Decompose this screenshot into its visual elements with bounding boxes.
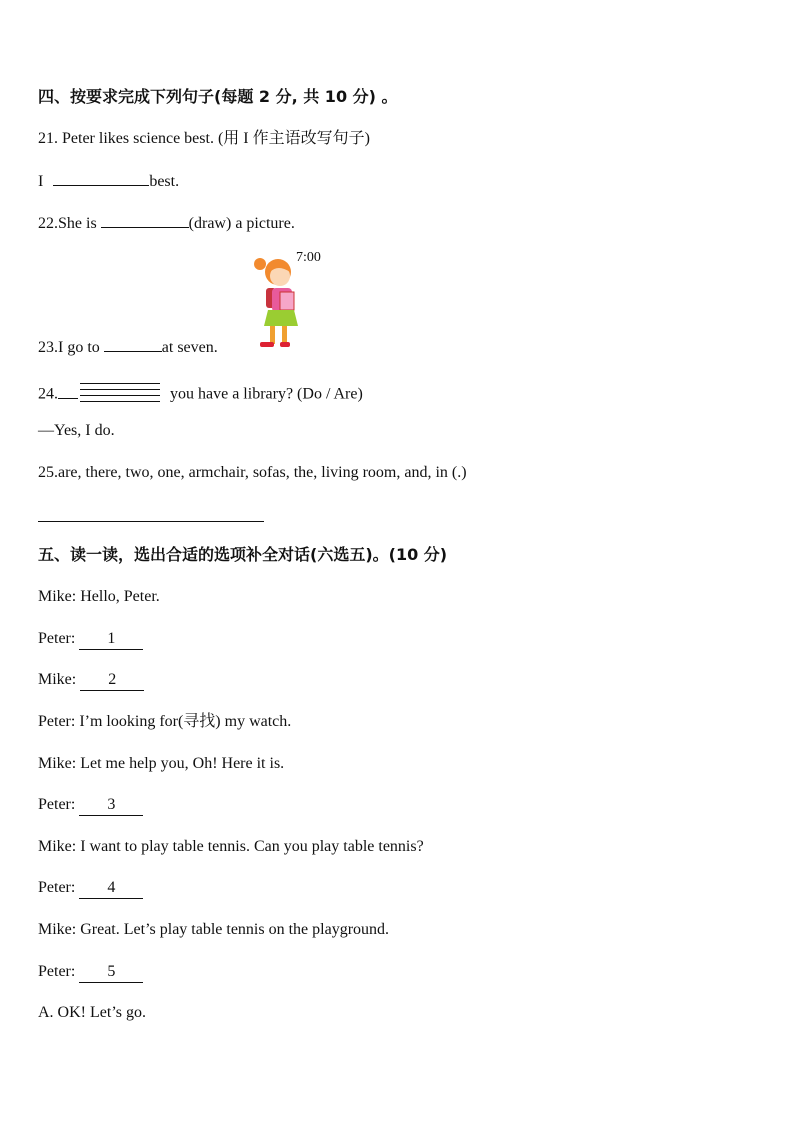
answer-blank-3[interactable]: 3	[79, 795, 143, 816]
dialogue-text: I want to play table tennis. Can you play table tennis?	[76, 838, 424, 855]
q21-answer-suffix: best.	[149, 173, 180, 190]
dialogue-line-2	[38, 629, 143, 650]
q25-text: are, there, two, one, armchair, sofas, the, living room, and, in (.)	[58, 464, 467, 481]
q24-text: you have a library? (Do / Are)	[166, 385, 363, 403]
q23-suffix: at seven.	[161, 339, 218, 356]
speaker: Mike:	[38, 588, 77, 605]
q23-number: 23.	[38, 339, 58, 356]
q21-answer-prefix: I	[38, 173, 48, 190]
q21-number: 21.	[38, 130, 58, 147]
q22-prefix: She is	[58, 215, 101, 232]
q21-text: Peter likes science best. (用 I 作主语改写句子)	[58, 130, 370, 147]
dialogue-text: Let me help you, Oh! Here it is.	[76, 755, 285, 772]
answer-blank-5[interactable]: 5	[79, 962, 143, 983]
q22-number: 22.	[38, 215, 58, 232]
dialogue-text: Great. Let’s play table tennis on the playground.	[76, 921, 390, 938]
q24-reply: —Yes, I do.	[38, 422, 115, 439]
answer-blank-4[interactable]: 4	[79, 878, 143, 899]
q22-answer-blank[interactable]	[101, 213, 189, 228]
q21-answer-line	[38, 171, 179, 192]
speaker: Mike:	[38, 838, 77, 855]
answer-blank-1[interactable]: 1	[79, 629, 143, 650]
answer-blank-2[interactable]: 2	[80, 670, 144, 691]
dialogue-text: I’m looking for(寻找) my watch.	[75, 713, 292, 730]
dialogue-line-6	[38, 795, 143, 816]
speaker: Mike:	[38, 921, 77, 938]
speaker: Peter:	[38, 796, 76, 813]
speaker: Peter:	[38, 963, 76, 980]
dialogue-line-1	[38, 587, 160, 607]
q24-answer-lines[interactable]	[80, 383, 160, 407]
dialogue-line-7	[38, 837, 424, 857]
section4-heading: 四、按要求完成下列句子(每题 2 分, 共 10 分) 。	[38, 87, 398, 106]
speaker: Peter:	[38, 630, 76, 647]
q23-prefix: I go to	[58, 339, 104, 356]
clock-time: 7:00	[296, 250, 321, 265]
speaker: Mike:	[38, 755, 77, 772]
dialogue-line-9	[38, 920, 389, 940]
section5-heading: 五、读一读，选出合适的选项补全对话(六选五)。(10 分)	[38, 545, 448, 564]
dialogue-line-8	[38, 878, 143, 899]
speaker: Peter:	[38, 879, 76, 896]
dialogue-line-3	[38, 670, 144, 691]
speaker: Peter:	[38, 713, 76, 730]
q25-answer-rule[interactable]	[38, 521, 264, 522]
q21-answer-blank[interactable]	[53, 171, 149, 186]
speaker: Mike:	[38, 671, 77, 688]
question-23	[38, 337, 218, 358]
question-21	[38, 129, 370, 149]
q22-suffix: (draw) a picture.	[188, 215, 295, 232]
question-22	[38, 213, 295, 234]
q23-answer-blank[interactable]	[104, 337, 162, 352]
dialogue-line-10	[38, 962, 143, 983]
question-24	[38, 383, 363, 407]
q24-number: 24.	[38, 385, 58, 403]
dialogue-line-5	[38, 754, 284, 774]
option-a: A. OK! Let’s go.	[38, 1004, 146, 1021]
dialogue-line-4	[38, 712, 291, 732]
dialogue-text: Hello, Peter.	[76, 588, 160, 605]
q24-dash	[58, 388, 78, 399]
q25-number: 25.	[38, 464, 58, 481]
question-25	[38, 463, 467, 483]
girl-with-books-illustration	[250, 254, 306, 350]
